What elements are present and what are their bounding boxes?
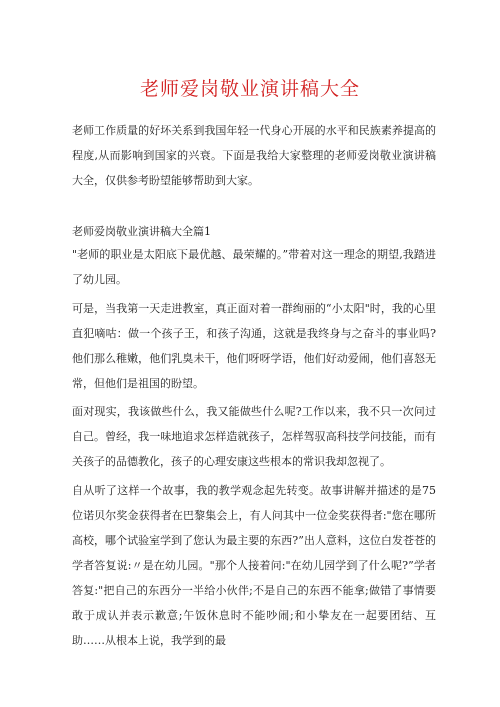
intro-paragraph: 老师工作质量的好坏关系到我国年轻一代身心开展的水平和民族素养提高的程度,从而影响到国家的兴衰。下面是我给大家整理的老师爱岗敬业演讲稿大全，仅供参考盼望能够帮助到大家。 [72,124,436,187]
body-paragraph-2: 可是，当我第一天走进教室，真正面对着一群绚丽的“小太阳"时，我的心里直犯嘀咕：做一个孩子王，和孩子沟通，这就是我终身与之奋斗的事业吗?他们那么稚嫩，他们乳臭未干，他们呀呀学语，他们好动爱闹，他们喜怒无常，但他们是祖国的盼望。 [72,302,436,390]
body-paragraph-4: 自从听了这样一个故事，我的教学观念起先转变。故事讲解并描述的是75位诺贝尔奖金获得者在巴黎集会上，有人问其中一位金奖获得者:"您在哪所高校，哪个试验室学到了您认为最主要的东西?”出人意料，这位白发苍苍的学者答复说:〃是在幼儿园。"那个人接着问:"在幼儿园学到了什么呢?”学者答复:"把自己的东西分一半给小伙伴;不是自己的东西不能拿;做错了事情要敢于成认并表示歉意;午饭休息时不能吵闹;和小挚友在一起要团结、互助……从根本上说，我学到的最 [72,484,436,647]
body-paragraph-3: 面对现实，我该做些什么，我又能做些什么呢?工作以来，我不只一次问过自己。曾经，我一味地追求怎样造就孩子，怎样驾驭高科技学问技能，而有关孩子的品德教化，孩子的心理安康这些根本的常识我却忽视了。 [72,405,436,468]
section-heading: 老师爱岗敬业演讲稿大全篇1 [72,225,211,238]
document-title: 老师爱岗敬业演讲稿大全 [139,78,360,100]
body-paragraph-1: "老师的职业是太阳底下最优越、最荣耀的。”带着对这一理念的期望,我踏进了幼儿园。 [72,248,436,286]
